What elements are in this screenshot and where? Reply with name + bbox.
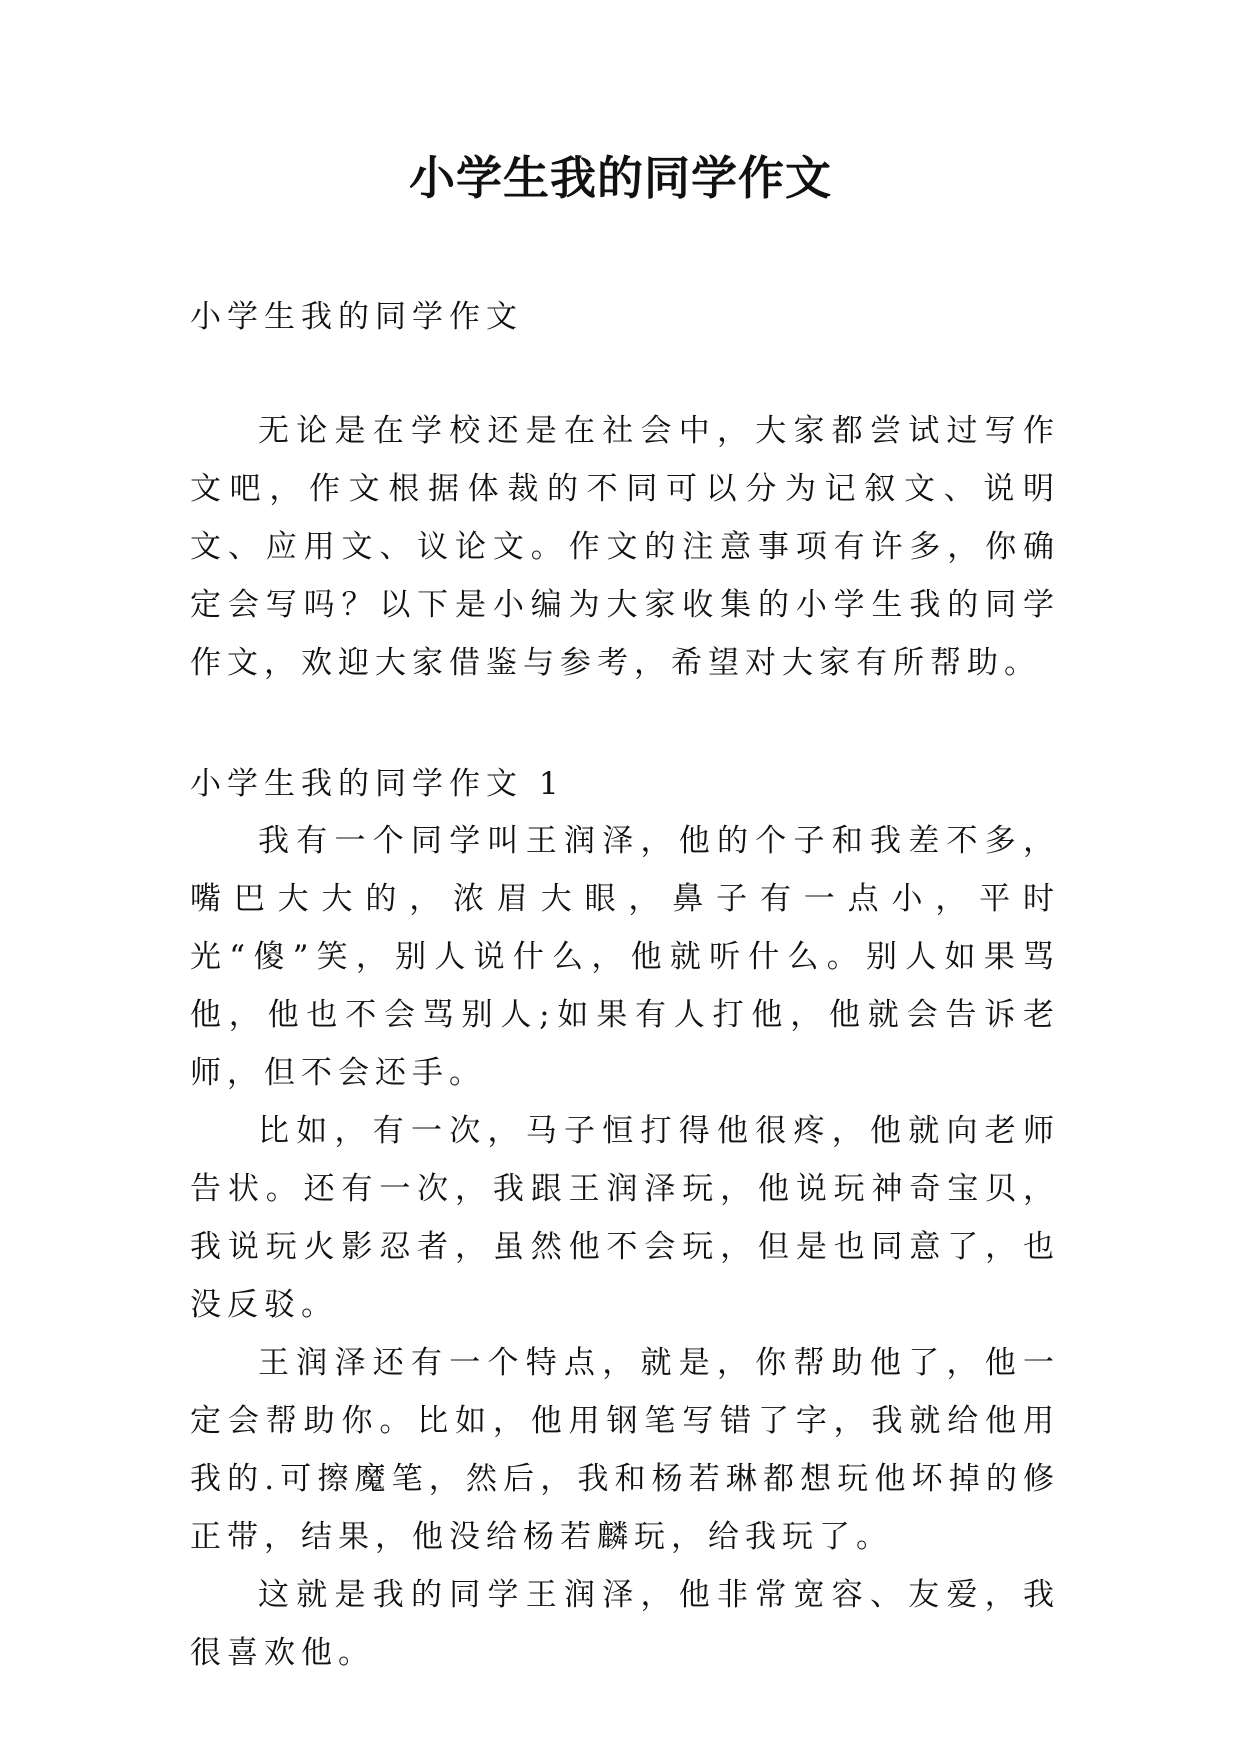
intro-section [190, 402, 1060, 692]
essay-heading-text: 小学生我的同学作文 1 [190, 766, 565, 802]
essay-paragraph-1: 我有一个同学叫王润泽，他的个子和我差不多，嘴巴大大的，浓眉大眼，鼻子有一点小，平时光“傻”笑，别人说什么，他就听什么。别人如果骂他，他也不会骂别人;如果有人打他，他就会告诉老师，但不会还手。 [190, 823, 1060, 1091]
essay-paragraph-4: 这就是我的同学王润泽，他非常宽容、友爱，我很喜欢他。 [190, 1577, 1060, 1671]
document-subtitle [190, 288, 1060, 346]
intro-paragraph: 无论是在学校还是在社会中，大家都尝试过写作文吧，作文根据体裁的不同可以分为记叙文、说明文、应用文、议论文。作文的注意事项有许多，你确定会写吗？以下是小编为大家收集的小学生我的同学作文，欢迎大家借鉴与参考，希望对大家有所帮助。 [190, 413, 1060, 681]
essay-body [190, 812, 1060, 1682]
page-title: 小学生我的同学作文 [409, 151, 832, 205]
subtitle-text: 小学生我的同学作文 [190, 299, 523, 335]
essay-heading [190, 755, 1060, 813]
essay-paragraph-2: 比如，有一次，马子恒打得他很疼，他就向老师告状。还有一次，我跟王润泽玩，他说玩神奇宝贝，我说玩火影忍者，虽然他不会玩，但是也同意了，也没反驳。 [190, 1113, 1060, 1323]
essay-paragraph-3: 王润泽还有一个特点，就是，你帮助他了，他一定会帮助你。比如，他用钢笔写错了字，我就给他用我的.可擦魔笔，然后，我和杨若琳都想玩他坏掉的修正带，结果，他没给杨若麟玩，给我玩了。 [190, 1345, 1060, 1555]
